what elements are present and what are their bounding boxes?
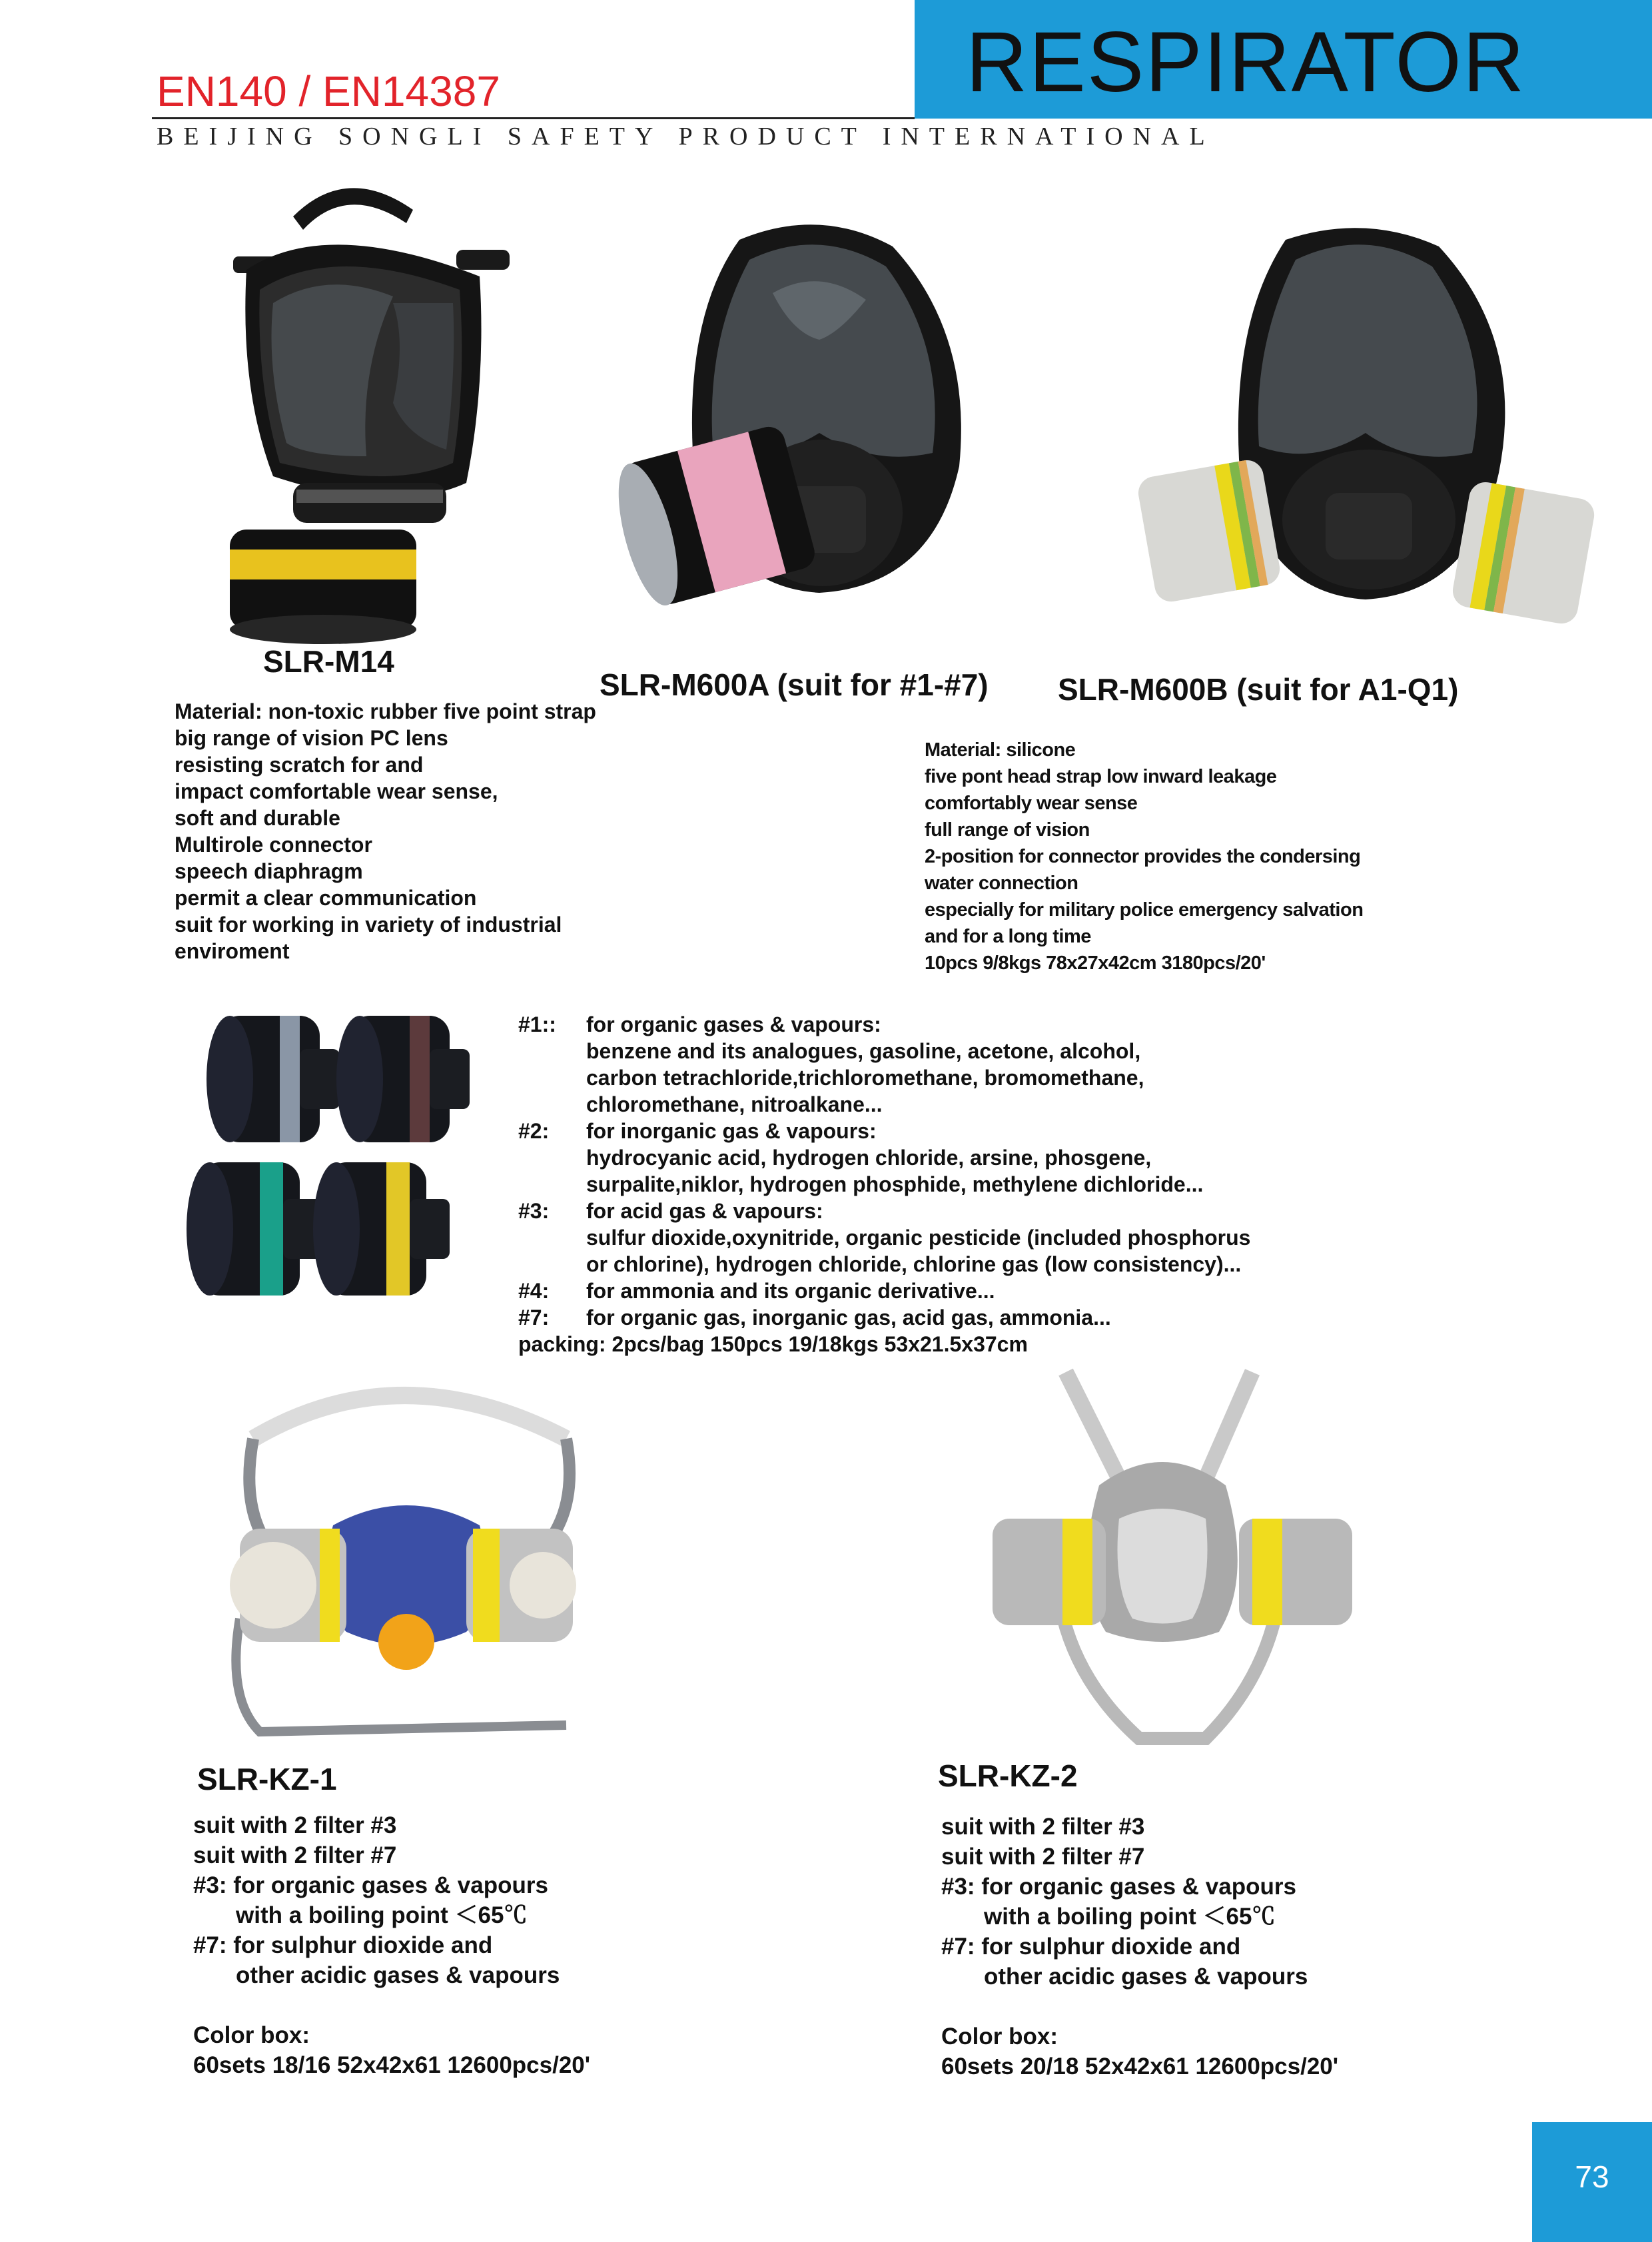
m600-spec-line: 10pcs 9/8kgs 78x27x42cm 3180pcs/20' bbox=[925, 952, 1266, 974]
m14-description-line: impact comfortable wear sense, bbox=[175, 779, 498, 803]
full-face-mask-m600a-image bbox=[600, 213, 1026, 639]
model-name-slr-kz-1: SLR-KZ-1 bbox=[197, 1762, 337, 1796]
kz1-line: #7: for sulphur dioxide and bbox=[193, 1932, 493, 1958]
m600-spec-line: five pont head strap low inward leakage bbox=[925, 766, 1277, 787]
kz2-line: other acidic gases & vapours bbox=[984, 1964, 1308, 1990]
kz1-description bbox=[193, 1810, 590, 2080]
m600-spec-line: especially for military police emergency salvation bbox=[925, 899, 1364, 921]
m600-spec-line: and for a long time bbox=[925, 926, 1091, 947]
kz2-box-label: Color box: bbox=[941, 2024, 1058, 2050]
kz2-line: suit with 2 filter #3 bbox=[941, 1814, 1145, 1840]
m600-spec-line: 2-position for connector provides the condersing bbox=[925, 846, 1361, 867]
m14-description-line: speech diaphragm bbox=[175, 859, 363, 883]
model-name-slr-m600a: SLR-M600A (suit for #1-#7) bbox=[600, 667, 989, 702]
kz1-line: #3: for organic gases & vapours bbox=[193, 1872, 548, 1898]
filter-code-2: #2: bbox=[518, 1119, 550, 1143]
filter-3-line: or chlorine), hydrogen chloride, chlorine gas (low consistency)... bbox=[586, 1252, 1242, 1276]
filter-packing: packing: 2pcs/bag 150pcs 19/18kgs 53x21.5x37cm bbox=[518, 1332, 1028, 1356]
kz2-line: suit with 2 filter #7 bbox=[941, 1844, 1145, 1870]
filter-1-line: benzene and its analogues, gasoline, acetone, alcohol, bbox=[586, 1039, 1141, 1063]
kz2-packing: 60sets 20/18 52x42x61 12600pcs/20' bbox=[941, 2054, 1339, 2079]
filter-4-title: for ammonia and its organic derivative... bbox=[586, 1279, 995, 1303]
m14-description bbox=[175, 698, 596, 964]
m14-description-line: enviroment bbox=[175, 939, 290, 963]
kz1-line: suit with 2 filter #3 bbox=[193, 1812, 397, 1838]
filter-1-line: chloromethane, nitroalkane... bbox=[586, 1092, 883, 1116]
kz1-box-label: Color box: bbox=[193, 2022, 310, 2048]
full-face-mask-m14-image bbox=[193, 170, 513, 649]
model-name-slr-m600b: SLR-M600B (suit for A1-Q1) bbox=[1058, 672, 1459, 707]
filter-3-line: sulfur dioxide,oxynitride, organic pesticide (included phosphorus bbox=[586, 1226, 1251, 1250]
filter-1-line: carbon tetrachloride,trichloromethane, bromomethane, bbox=[586, 1066, 1144, 1090]
filter-2-title: for inorganic gas & vapours: bbox=[586, 1119, 877, 1143]
filter-row-4 bbox=[518, 1278, 1250, 1304]
header-rule bbox=[152, 117, 915, 119]
m14-description-line: Material: non-toxic rubber five point strap bbox=[175, 699, 596, 723]
half-mask-kz1-image bbox=[220, 1379, 593, 1752]
filter-row-2 bbox=[518, 1118, 1250, 1144]
model-name-slr-kz-2: SLR-KZ-2 bbox=[938, 1758, 1078, 1793]
filter-code-1: #1:: bbox=[518, 1012, 556, 1036]
filter-3-title: for acid gas & vapours: bbox=[586, 1199, 823, 1223]
model-name-slr-m14: SLR-M14 bbox=[263, 644, 394, 679]
filter-2-line: hydrocyanic acid, hydrogen chloride, arsine, phosgene, bbox=[586, 1146, 1152, 1170]
m600-spec-line: Material: silicone bbox=[925, 739, 1076, 761]
filter-row-3 bbox=[518, 1198, 1250, 1224]
m600-spec-line: full range of vision bbox=[925, 819, 1090, 841]
page-number: 73 bbox=[1575, 2159, 1609, 2194]
kz1-line: other acidic gases & vapours bbox=[236, 1962, 560, 1988]
filter-code-3: #3: bbox=[518, 1199, 550, 1223]
page-title: RESPIRATOR bbox=[966, 15, 1526, 110]
kz1-line: with a boiling point ＜65℃ bbox=[236, 1902, 528, 1928]
m600-specs bbox=[925, 737, 1363, 976]
kz2-description bbox=[941, 1812, 1338, 2081]
m14-description-line: big range of vision PC lens bbox=[175, 726, 448, 750]
filter-1-title: for organic gases & vapours: bbox=[586, 1012, 881, 1036]
m14-description-line: suit for working in variety of industrial bbox=[175, 913, 562, 936]
filter-row-1 bbox=[518, 1011, 1250, 1038]
filter-code-7: #7: bbox=[518, 1306, 550, 1329]
m14-description-line: soft and durable bbox=[175, 806, 340, 830]
full-face-mask-m600b-image bbox=[1126, 220, 1605, 646]
kz2-line: with a boiling point ＜65℃ bbox=[984, 1904, 1276, 1930]
filter-7-title: for organic gas, inorganic gas, acid gas, ammonia... bbox=[586, 1306, 1111, 1329]
half-mask-kz2-image bbox=[986, 1365, 1359, 1765]
m14-description-line: Multirole connector bbox=[175, 833, 372, 857]
m600-spec-line: comfortably wear sense bbox=[925, 793, 1138, 814]
kz2-line: #7: for sulphur dioxide and bbox=[941, 1934, 1241, 1960]
filter-code-4: #4: bbox=[518, 1279, 550, 1303]
kz1-line: suit with 2 filter #7 bbox=[193, 1842, 397, 1868]
filter-canisters-image bbox=[193, 1009, 473, 1302]
filter-descriptions bbox=[518, 1011, 1250, 1357]
m600-spec-line: water connection bbox=[925, 873, 1078, 894]
kz2-line: #3: for organic gases & vapours bbox=[941, 1874, 1296, 1900]
kz1-packing: 60sets 18/16 52x42x61 12600pcs/20' bbox=[193, 2052, 591, 2078]
m14-description-line: resisting scratch for and bbox=[175, 753, 424, 777]
filter-row-7 bbox=[518, 1304, 1250, 1331]
standard-label: EN140 / EN14387 bbox=[157, 67, 500, 115]
company-name: BEIJING SONGLI SAFETY PRODUCT INTERNATIONAL bbox=[157, 123, 1215, 151]
m14-description-line: permit a clear communication bbox=[175, 886, 477, 910]
filter-2-line: surpalite,niklor, hydrogen phosphide, methylene dichloride... bbox=[586, 1172, 1204, 1196]
